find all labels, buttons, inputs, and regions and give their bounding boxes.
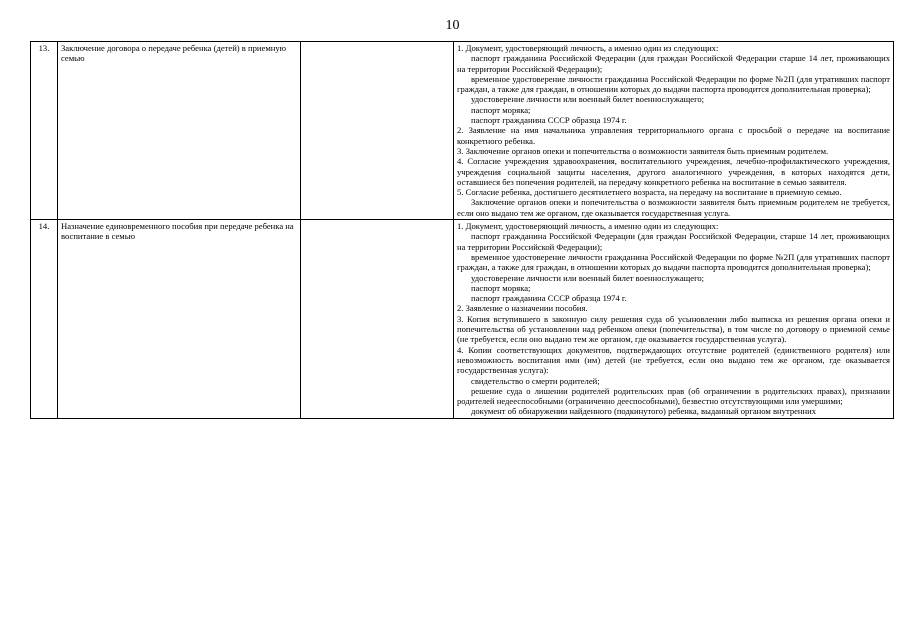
document-item: удостоверение личности или военный билет военнослужащего; bbox=[471, 272, 705, 283]
table-row bbox=[31, 220, 894, 419]
table-row bbox=[31, 42, 894, 220]
page-number: 10 bbox=[445, 18, 460, 33]
required-documents bbox=[454, 42, 894, 220]
service-name: Назначение единовременного пособия при передаче ребенка на воспитание в семью bbox=[58, 220, 301, 419]
required-documents bbox=[454, 220, 894, 419]
document-item: 1. Документ, удостоверяющий личность, а именно один из следующих: bbox=[457, 43, 719, 53]
document-item: паспорт гражданина Российской Федерации (для граждан Российской Федерации старше 14 лет, проживающих на территории Российской Федерации); bbox=[457, 53, 890, 74]
document-item: 3. Копия вступившего в законную силу решения суда об усыновлении либо выписка из решения органа опеки и попечительства об установлении над ребенком опеки (попечительства), в том числе по договору о приемной семье (не требуется, если оно выдано тем же органом, где оказывается государственная услуга). bbox=[457, 313, 890, 345]
document-item: решение суда о лишении родителей родительских прав (об ограничении в родительских правах), признании родителей недееспособными (ограниченно дееспособными), безвестно отсутствующими или умершими; bbox=[457, 385, 890, 407]
empty-cell bbox=[301, 42, 454, 220]
document-item: 5. Согласие ребенка, достигшего десятилетнего возраста, на передачу на воспитание в приемную семью. bbox=[457, 187, 842, 198]
document-item: 1. Документ, удостоверяющий личность, а именно один из следующих: bbox=[457, 221, 719, 232]
document-item: 4. Согласие учреждения здравоохранения, воспитательного учреждения, лечебно-профилактического учреждения, учреждения социальной защиты населения, другого аналогичного учреждения, в которых находятся дети, оставшиеся без попечения родителей, на передачу конкретного ребенка на воспитание в семью заявителя. bbox=[457, 156, 890, 187]
document-item: паспорт гражданина Российской Федерации (для граждан Российской Федерации, старше 14 лет, проживающих на территории Российской Федерации); bbox=[457, 231, 890, 252]
document-item: Заключение органов опеки и попечительства о возможности заявителя быть приемным родителем не требуется, если оно выдано тем же органом, где оказывается государственная услуга. bbox=[457, 197, 890, 218]
row-number: 13. bbox=[31, 42, 58, 220]
document-item: 3. Заключение органов опеки и попечительства о возможности заявителя быть приемным родителем. bbox=[457, 145, 829, 156]
services-table bbox=[30, 41, 894, 419]
empty-cell bbox=[301, 220, 454, 419]
service-name: Заключение договора о передаче ребенка (детей) в приемную семью bbox=[58, 42, 301, 220]
document-item: временное удостоверение личности гражданина Российской Федерации по форме №2П (для утративших паспорт граждан, а также для граждан, в отношении которых до выдачи паспорта проводится дополнительная проверка); bbox=[457, 73, 890, 95]
document-item: временное удостоверение личности гражданина Российской Федерации по форме №2П (для утративших паспорт граждан, а также для граждан, в отношении которых до выдачи паспорта проводится дополнительная проверка); bbox=[457, 251, 890, 273]
document-item: паспорт гражданина СССР образца 1974 г. bbox=[471, 115, 627, 126]
document-item: 2. Заявление о назначении пособия. bbox=[457, 303, 588, 314]
document-item: 2. Заявление на имя начальника управления территориального органа с просьбой о передаче на воспитание конкретного ребенка. bbox=[457, 125, 890, 146]
document-item: свидетельство о смерти родителей; bbox=[471, 375, 600, 386]
document-item: удостоверение личности или военный билет военнослужащего; bbox=[471, 94, 705, 105]
document-item: документ об обнаружении найденного (подкинутого) ребенка, выданный органом внутренних bbox=[471, 406, 817, 417]
document-item: паспорт моряка; bbox=[471, 282, 531, 293]
document-item: паспорт моряка; bbox=[471, 104, 531, 115]
document-item: паспорт гражданина СССР образца 1974 г. bbox=[471, 293, 627, 304]
row-number: 14. bbox=[31, 220, 58, 419]
document-item: 4. Копии соответствующих документов, подтверждающих отсутствие родителей (единственного родителя) или невозможность воспитания ими (им) детей (не требуется, если оно выдано тем же органом, где оказывается государственная услуга): bbox=[457, 344, 890, 376]
